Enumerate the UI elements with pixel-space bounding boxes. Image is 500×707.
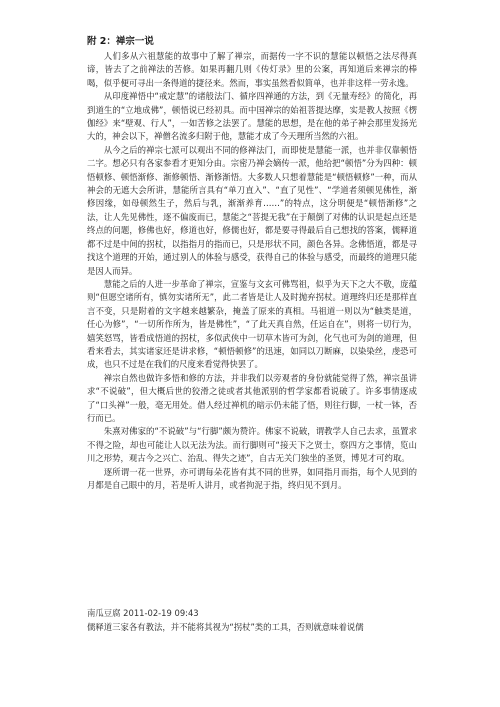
section-title: 附 2：禅宗一说 [87, 36, 154, 47]
paragraph-3: 从今之后的禅宗七派可以观出不同的修禅法门，而即使是慧能一派，也并非仅靠顿悟二字。想必只有各家参看才更知分由。宗密乃禅会嫡传一派，他给把“顿悟”分为四种：顿悟顿修、顿悟渐修、渐修顿悟、渐修渐悟。大多数人只想着慧能是“顿悟顿修”一种，而从神会的无遮大会所讲，慧能所言具有“单刀直入”、“直了见性”、“学道者须顿见佛性，渐修因缘，如母顿然生子，然后与乳，渐渐养育……”的特点，这分明便是“顿悟渐修”之法，让人先见佛性，逐不偏废而已，慧能之“菩提无我”在于颠倒了对佛的认识是起点还是终点的问题，修佛也好，修道也好，修儒也好，都是要寻得最后自己想找的答案，儒释道都不过是中间的拐杖，以指指月的指而已，只是形状不同，颜色各异。念佛悟道，都是寻找这个道理的开始，通过别人的体验与感受，获得自己的体验与感受，而最终的道理只能是因人而异。 [87, 144, 417, 276]
paragraph-6: 朱熹对佛家的“不说破”与“行脚”颇为赞许。佛家不说破，谓教学人自己去求，虽置求不得之险，却也可能让人以无法为法。而行脚则可“接天下之贤士，察四方之事情，览山川之形势，观古今之兴亡、治乱、得失之迹”，自古无关门独坐的圣贤，博见才可约取。 [87, 426, 417, 464]
comment-text: 儒释道三家各有教法，并不能将其视为“拐杖”类的工具，否则就意味着说儒 [87, 622, 364, 632]
comment-meta: 南瓜豆腐 2011-02-19 09:43 [87, 608, 199, 618]
paragraph-2: 从印度禅悟中“戒定慧”的诸般法门、循序四禅通的方法，到《无量寿经》的简化，再到道生的“立地成佛”，顿悟说已经初具。而中国禅宗的始祖菩提达摩，实是教人按照《楞伽经》来“壁观、行人”，一如苦修之法罢了。慧能的思想，是在他的弟子神会那里发扬光大的，神会以下，禅僧名流多归附于他，慧能才成了今天理所当然的六祖。 [87, 91, 417, 142]
paragraph-7: 逐所谓一花一世界，亦可谓每朵花皆有其不同的世界，如同指月而指，每个人见到的月都是自己眼中的月，若是听人讲月，或者拘泥于指，终归见不到月。 [87, 466, 417, 490]
article-body [87, 50, 417, 492]
paragraph-5: 禅宗自然也做许多悟和修的方法，并非我们以旁观者的身份就能觉得了然，禅宗虽讲求“不说破”，但大概后世的狡滑之徒或者其他派别的哲学家都看说破了。许多事情逐成了“口头禅”一般，毫无用处。借人经过禅机的暗示仍未能了悟，则往行脚，一杖一钵，否行而已。 [87, 372, 417, 423]
paragraph-4: 慧能之后的人进一步革命了禅宗，宣鉴与文玄可佛骂祖，似乎为天下之大不敬，庞蕴则“但愿空诸所有，慎勿实诸所无”，此二者皆是让人及时抛弃拐杖。道理终归还是那样直言不变，只是附着的文字越来越繁杂，掩盖了原来的真相。马祖道一则以为“触类是道，任心为修”，“一切所作所为，皆是佛性”，“了此天真自然，任运自在”，则将一切行为，嬉笑怒骂，皆看成悟道的拐杖，多似武侠中一切草木皆可为剑，化气也可为剑的道理，但看来看去，其实诸家还是讲求修，“顿悟顿修”的迅速，如同以刀断麻，以染染丝，虔恐可成，也只不过是在我们的尺度来看觉得快罢了。 [87, 278, 417, 370]
paragraph-1: 人们多从六祖慧能的故事中了解了禅宗，而据传一字不识的慧能以顿悟之法尽得真谛，皆去了之前禅法的苦修。如果再翻几则《传灯录》里的公案，再知道后来禅宗的棒喝，似乎便可寻出一条得道的捷径来。然而，事实虽然看似简单，也并非这样一劳永逸。 [87, 51, 417, 88]
comment-block [87, 606, 427, 634]
